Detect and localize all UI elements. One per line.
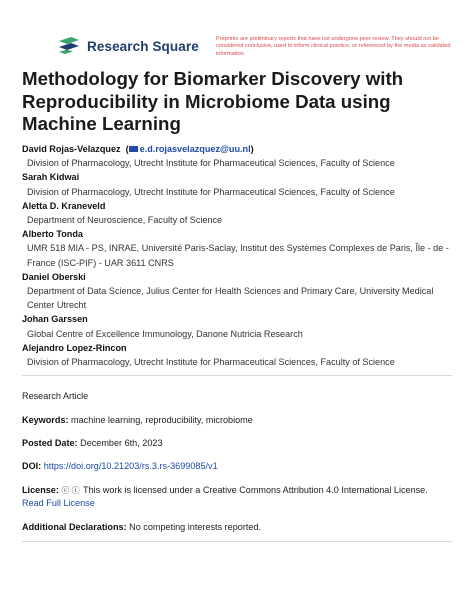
declarations-row [22, 521, 462, 534]
author-entry: David Rojas-Velazquez ( e.d.rojasvelazquez@uu.nl) Division of Pharmacology, Utrecht Institute for Pharmaceutical Sciences, Faculty of Science [22, 142, 462, 170]
envelope-icon [129, 146, 138, 152]
declarations-label: Additional Declarations: [22, 522, 127, 532]
posted-date-value: December 6th, 2023 [80, 438, 163, 448]
page-title: Methodology for Biomarker Discovery with Reproducibility in Microbiome Data using Machine Learning [22, 68, 404, 134]
author-entry [22, 170, 462, 198]
author-affiliation: Division of Pharmacology, Utrecht Institute for Pharmaceutical Sciences, Faculty of Science [27, 357, 395, 368]
doi-link[interactable]: https://doi.org/10.21203/rs.3.rs-3699085/v1 [43, 461, 218, 471]
author-entry [22, 270, 462, 313]
keywords-value: machine learning, reproducibility, microbiome [71, 415, 253, 425]
author-entry [22, 312, 462, 340]
author-affiliation: Department of Neuroscience, Faculty of Science [27, 215, 223, 226]
author-affiliation: Division of Pharmacology, Utrecht Institute for Pharmaceutical Sciences, Faculty of Science [27, 186, 395, 197]
author-name: Alberto Tonda [22, 229, 83, 240]
divider [22, 375, 452, 376]
license-label: License: [22, 485, 59, 495]
license-row [22, 484, 462, 510]
posted-date-row [22, 437, 462, 450]
declarations-value: No competing interests reported. [129, 522, 262, 532]
author-name: Alejandro Lopez-Rincon [22, 342, 127, 353]
author-entry [22, 341, 462, 369]
author-name: Sarah Kidwai [22, 172, 80, 183]
author-affiliation: Division of Pharmacology, Utrecht Institute for Pharmaceutical Sciences, Faculty of Science [27, 158, 395, 169]
cc-by-icon: ⓒ ⓘ [61, 486, 80, 495]
author-name: Daniel Oberski [22, 271, 86, 282]
author-affiliation: UMR 518 MIA - PS, INRAE, Université Paris-Saclay, Institut des Systèmes Complexes de Paris, Île - de - France (ISC-PIF) - UAR 3611 CNRS [27, 243, 449, 268]
author-affiliation: Global Centre of Excellence Immunology, Danone Nutricia Research [27, 328, 303, 339]
author-name: David Rojas-Velazquez [22, 144, 121, 154]
author-email-link[interactable]: e.d.rojasvelazquez@uu.nl [139, 144, 251, 154]
preprint-notice: Preprints are preliminary reports that have not undergone peer review. They should not be considered conclusive, used to inform clinical practice, or referenced by the media as validated information. [216, 36, 451, 57]
author-name: Johan Garssen [22, 314, 88, 325]
license-text: This work is licensed under a Creative Commons Attribution 4.0 International License. [83, 485, 428, 495]
research-square-logo-icon [57, 37, 81, 55]
author-affiliation: Department of Data Science, Julius Center for Health Sciences and Primary Care, University Medical Center Utrecht [27, 286, 434, 311]
article-type: Research Article [22, 391, 89, 401]
posted-date-label: Posted Date: [22, 438, 78, 448]
author-entry [22, 199, 462, 227]
keywords-label: Keywords: [22, 415, 69, 425]
read-license-link[interactable]: Read Full License [22, 498, 95, 508]
divider [22, 541, 452, 542]
logo-text: Research Square [87, 38, 199, 54]
doi-row [22, 460, 462, 473]
author-name: Aletta D. Kraneveld [22, 200, 106, 211]
author-list [22, 142, 462, 369]
research-square-logo [57, 37, 199, 55]
author-entry [22, 227, 462, 270]
doi-label: DOI: [22, 461, 42, 471]
keywords-row [22, 414, 462, 427]
